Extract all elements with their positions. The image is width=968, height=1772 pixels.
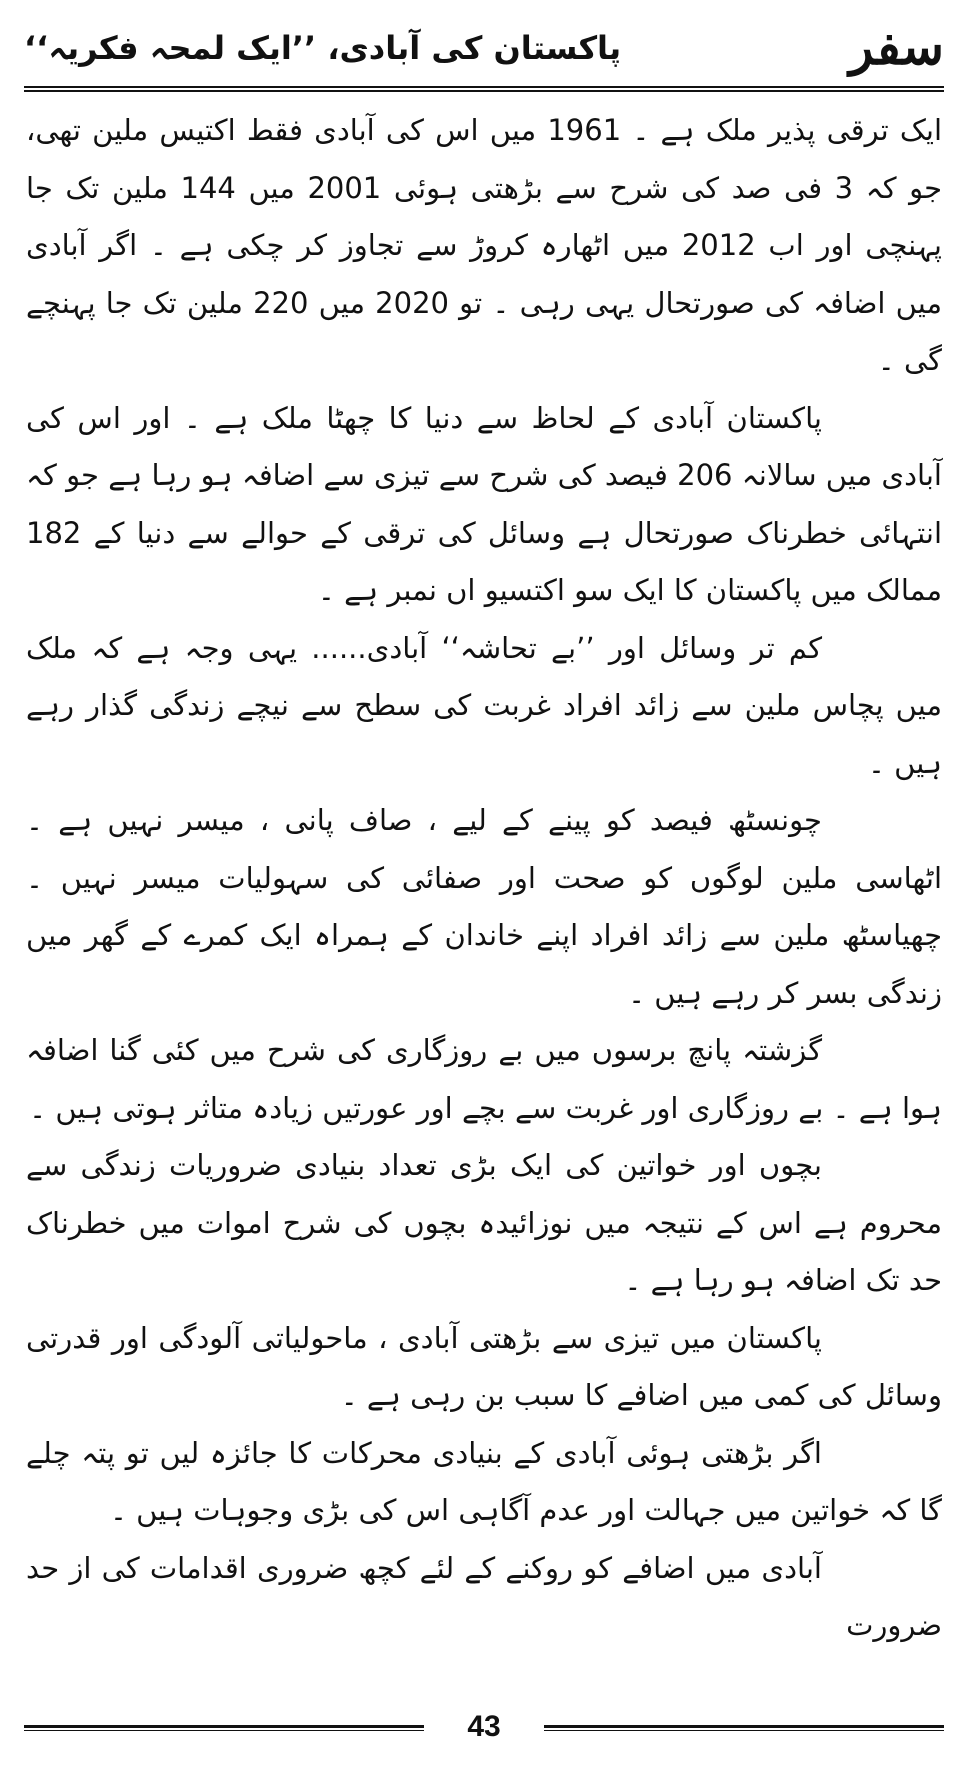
paragraph: اگر بڑھتی ہوئی آبادی کے بنیادی محرکات کا جائزہ لیں تو پتہ چلے گا کہ خواتین میں جہالت اور عدم آگاہی اس کی بڑی وجوہات ہیں ۔	[26, 1435, 942, 1527]
paragraph: بچوں اور خواتین کی ایک بڑی تعداد بنیادی ضروریات زندگی سے محروم ہے اس کے نتیجہ میں نوزائیدہ بچوں کی شرح اموات میں خطرناک حد تک اضافہ ہو رہا ہے ۔	[26, 1148, 942, 1297]
paragraph: پاکستان آبادی کے لحاظ سے دنیا کا چھٹا ملک ہے ۔ اور اس کی آبادی میں سالانہ 206 فیصد کی شرح سے تیزی سے اضافہ ہو رہا ہے جو کہ انتہائی خطرناک صورتحال ہے وسائل کی ترقی کے حوالے سے دنیا کے 182 ممالک میں پاکستان کا ایک سو اکتسیو اں نمبر ہے ۔	[26, 400, 942, 607]
page-footer	[24, 1705, 944, 1749]
paragraph: آبادی میں اضافے کو روکنے کے لئے کچھ ضروری اقدامات کی از حد ضرورت	[26, 1550, 942, 1642]
page-header	[24, 14, 944, 94]
paragraph: ایک ترقی پذیر ملک ہے ۔ 1961 میں اس کی آبادی فقط اکتیس ملین تھی، جو کہ 3 فی صد کی شرح سے بڑھتی ہوئی 2001 میں 144 ملین تک جا پہنچی اور اب 2012 میں اٹھارہ کروڑ سے تجاوز کر چکی ہے ۔ اگر آبادی میں اضافہ کی صورتحال یہی رہی ۔ تو 2020 میں 220 ملین تک جا پہنچے گی ۔	[26, 113, 943, 377]
page-number: 43	[467, 1710, 501, 1743]
paragraph: گزشتہ پانچ برسوں میں بے روزگاری کی شرح میں کئی گنا اضافہ ہوا ہے ۔ بے روزگاری اور غربت سے بچے اور عورتیں زیادہ متاثر ہوتی ہیں ۔	[26, 1033, 942, 1125]
footer-divider-right	[544, 1725, 944, 1731]
paragraph: پاکستان میں تیزی سے بڑھتی آبادی ، ماحولیاتی آلودگی اور قدرتی وسائل کی کمی میں اضافے کا سبب بن رہی ہے ۔	[26, 1320, 942, 1412]
header-divider	[24, 86, 944, 92]
book-title: سفر	[849, 17, 944, 76]
chapter-title: پاکستان کی آبادی، ’’ایک لمحہ فکریہ‘‘	[24, 29, 622, 67]
paragraph: کم تر وسائل اور ’’بے تحاشہ‘‘ آبادی...... یہی وجہ ہے کہ ملک میں پچاس ملین سے زائد افراد غربت کی سطح سے نیچے زندگی گذار رہے ہیں ۔	[26, 630, 942, 780]
footer-divider-left	[24, 1725, 424, 1731]
article-body	[26, 102, 942, 1655]
paragraph: چونسٹھ فیصد کو پینے کے لیے ، صاف پانی ، میسر نہیں ہے ۔ اٹھاسی ملین لوگوں کو صحت اور صفائی کی سہولیات میسر نہیں ۔ چھیاسٹھ ملین سے زائد افراد اپنے خاندان کے ہمراہ ایک کمرے کے گھر میں زندگی بسر کر رہے ہیں ۔	[26, 803, 942, 1010]
